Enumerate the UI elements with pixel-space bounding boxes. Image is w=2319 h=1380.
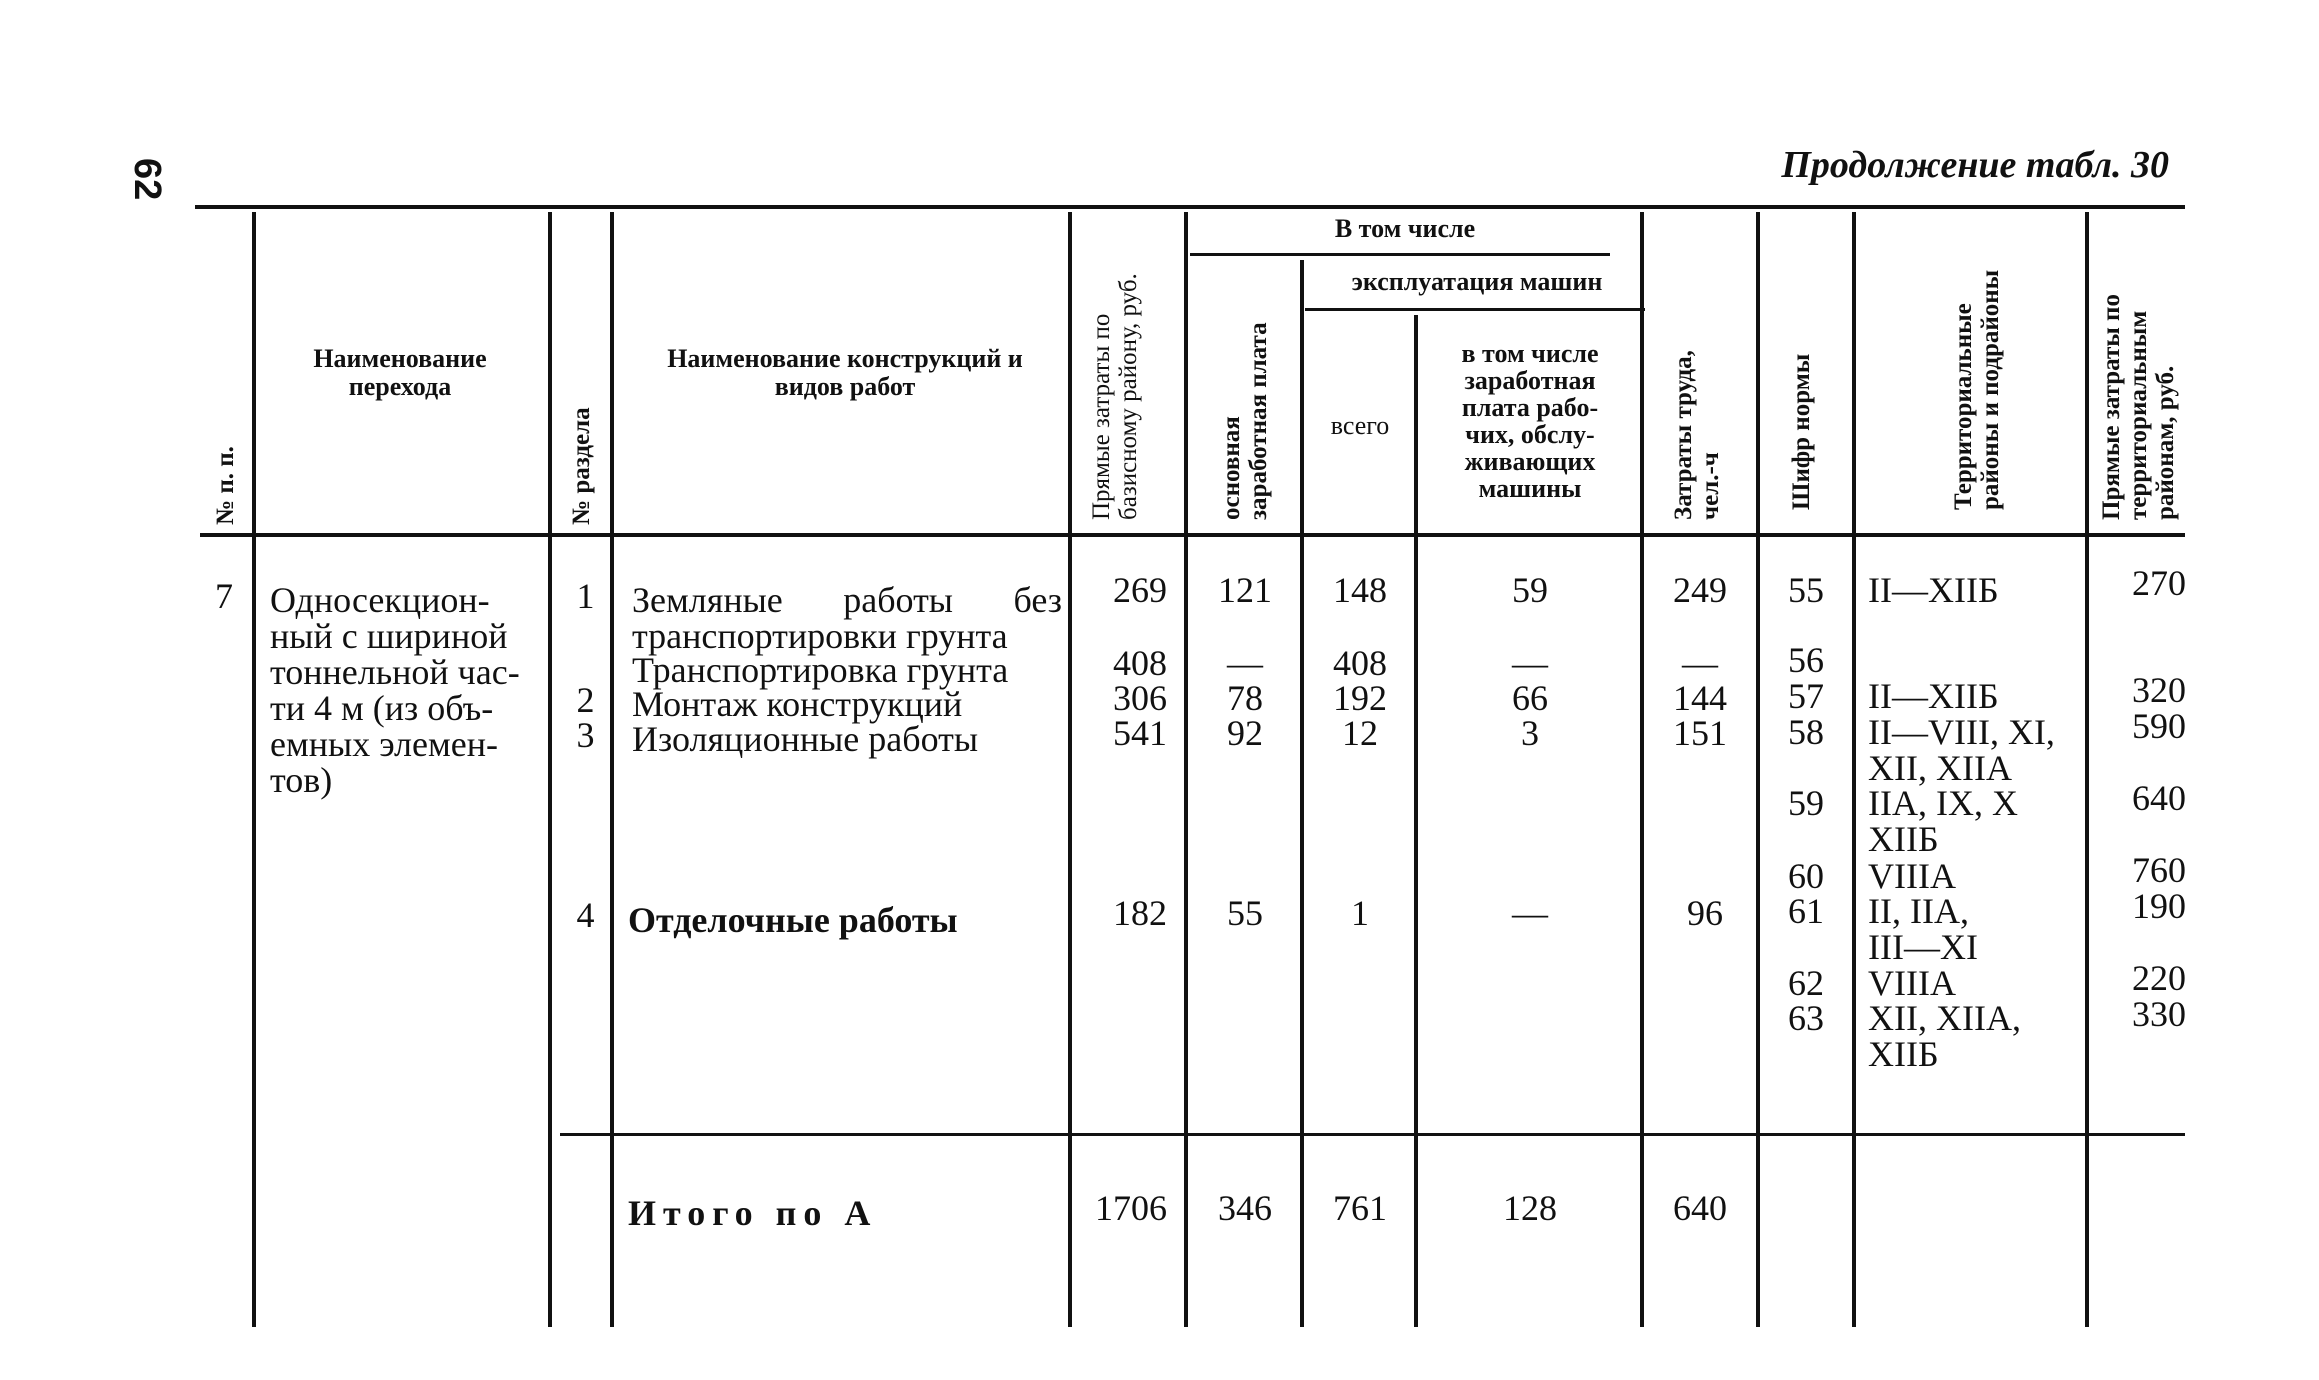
region-text: VIIIA (1868, 856, 1956, 896)
regional-price: 760 (2132, 850, 2186, 890)
row-labor: 249 (1673, 570, 1727, 610)
totals-direct-cost: 1706 (1095, 1188, 1167, 1228)
norm-code: 59 (1788, 783, 1824, 823)
row-machines-total: 12 (1342, 713, 1378, 753)
norm-code: 62 (1788, 963, 1824, 1003)
region-text: XIIБ (1868, 819, 1939, 859)
page-number: 62 (126, 158, 168, 201)
header-labor-text: Затраты труда, чел.-ч (1670, 350, 1724, 520)
header-machine-wage-line: машины (1478, 474, 1582, 503)
region-text: XII, XIIA (1868, 748, 2012, 788)
row-work-name (628, 902, 1058, 938)
row-section: 2 (576, 680, 595, 720)
row-labor: 151 (1673, 713, 1727, 753)
header-work-name: Наименование конструкций и видов работ (667, 344, 1023, 401)
regional-price: 590 (2132, 706, 2186, 746)
region-text: VIIIA (1868, 963, 1956, 1003)
work-line: Изоляционные работы (632, 719, 979, 759)
header-including: В том числе (1334, 214, 1476, 243)
region-text: II—XIIБ (1868, 676, 1999, 716)
row-direct-cost: 269 (1113, 570, 1167, 610)
totals-labor: 640 (1673, 1188, 1727, 1228)
region-text: XIIБ (1868, 1034, 1939, 1074)
row-section: 3 (576, 715, 595, 755)
region-text: IIA, IX, X (1868, 783, 2018, 823)
header-row-number: № п. п. (212, 446, 239, 525)
regional-price: 640 (2132, 778, 2186, 818)
regional-price: 220 (2132, 958, 2186, 998)
header-machines-total: всего (1330, 411, 1390, 440)
regional-price: 270 (2132, 563, 2186, 603)
entry-number: 7 (215, 576, 233, 616)
row-machine-wage: 66 (1512, 678, 1548, 718)
norm-code: 63 (1788, 998, 1824, 1038)
totals-basic-wage: 346 (1218, 1188, 1272, 1228)
header-direct-regions (2098, 220, 2179, 520)
norm-code: 57 (1788, 676, 1824, 716)
norm-code: 56 (1788, 640, 1824, 680)
header-direct-base-text: Прямые затраты по базисному району, руб. (1088, 273, 1142, 520)
region-text: III—XI (1868, 927, 1978, 967)
row-work-name (632, 721, 1062, 757)
header-machine-wage-line: чих, обслу- (1465, 420, 1595, 449)
work-line: Отделочные работы (628, 900, 958, 940)
work-line: транспортировки грунта (632, 616, 1008, 656)
row-basic-wage: — (1227, 643, 1263, 683)
row-basic-wage: 55 (1227, 893, 1263, 933)
regional-price: 190 (2132, 886, 2186, 926)
totals-label: Итого по А (628, 1193, 878, 1233)
totals-machines-total: 761 (1333, 1188, 1387, 1228)
regional-price: 320 (2132, 670, 2186, 710)
header-regions (1950, 220, 2004, 510)
row-labor: 96 (1687, 893, 1723, 933)
norm-code: 55 (1788, 570, 1824, 610)
transition-line: тоннельной час- (270, 652, 520, 692)
row-section: 4 (576, 895, 595, 935)
transition-line: емных элемен- (270, 724, 498, 764)
region-text: II, IIA, (1868, 891, 1969, 931)
norm-code: 61 (1788, 891, 1824, 931)
header-machine-wage-line: заработная (1464, 366, 1596, 395)
row-machines-total: 192 (1333, 678, 1387, 718)
header-labor (1670, 320, 1724, 520)
work-line: Земляные работы без (632, 580, 1062, 620)
row-machines-total: 148 (1333, 570, 1387, 610)
row-work-name (632, 686, 1062, 722)
header-code: Шифр нормы (1788, 353, 1815, 510)
row-direct-cost: 182 (1113, 893, 1167, 933)
entry-transition-name (270, 582, 545, 798)
row-machine-wage: — (1512, 643, 1548, 683)
row-work-name (632, 652, 1062, 688)
header-machine-wage-line: живающих (1464, 447, 1596, 476)
transition-line: Односекцион- (270, 580, 490, 620)
header-machine-wage (1420, 340, 1640, 502)
header-basic-wage-text: основная заработная плата (1218, 322, 1272, 520)
transition-line: ный с шириной (270, 616, 508, 656)
row-basic-wage: 78 (1227, 678, 1263, 718)
row-basic-wage: 121 (1218, 570, 1272, 610)
row-section: 1 (576, 576, 595, 616)
region-text: II—VIII, XI, (1868, 712, 2055, 752)
region-text: XII, XIIA, (1868, 998, 2021, 1038)
row-labor: — (1682, 643, 1718, 683)
region-text: II—XIIБ (1868, 570, 1999, 610)
row-direct-cost: 408 (1113, 643, 1167, 683)
header-section-number: № раздела (568, 407, 595, 525)
table-continuation-caption: Продолжение табл. 30 (1781, 144, 2169, 186)
work-line: Монтаж конструкций (632, 684, 963, 724)
row-machine-wage: — (1512, 893, 1548, 933)
regional-price: 330 (2132, 994, 2186, 1034)
work-line: Транспортировка грунта (632, 650, 1009, 690)
row-direct-cost: 541 (1113, 713, 1167, 753)
header-direct-regions-text: Прямые затраты по территориальным районам, руб. (2098, 294, 2179, 520)
header-transition-name: Наименование перехода (313, 344, 487, 401)
row-work-name (632, 582, 1062, 654)
row-direct-cost: 306 (1113, 678, 1167, 718)
norm-code: 60 (1788, 856, 1824, 896)
header-direct-base (1088, 220, 1142, 520)
row-labor: 144 (1673, 678, 1727, 718)
row-machines-total: 1 (1351, 893, 1369, 933)
row-basic-wage: 92 (1227, 713, 1263, 753)
row-machine-wage: 3 (1521, 713, 1539, 753)
header-machine-operation: эксплуатация машин (1351, 267, 1603, 296)
row-machine-wage: 59 (1512, 570, 1548, 610)
norm-code: 58 (1788, 712, 1824, 752)
transition-line: ти 4 м (из объ- (270, 688, 494, 728)
header-machine-wage-line: плата рабо- (1461, 393, 1599, 422)
transition-line: тов) (270, 760, 333, 800)
header-basic-wage (1218, 300, 1272, 520)
row-machines-total: 408 (1333, 643, 1387, 683)
header-machine-wage-line: в том числе (1461, 339, 1599, 368)
header-regions-text: Территориальные районы и подрайоны (1950, 269, 2004, 510)
totals-machine-wage: 128 (1503, 1188, 1557, 1228)
